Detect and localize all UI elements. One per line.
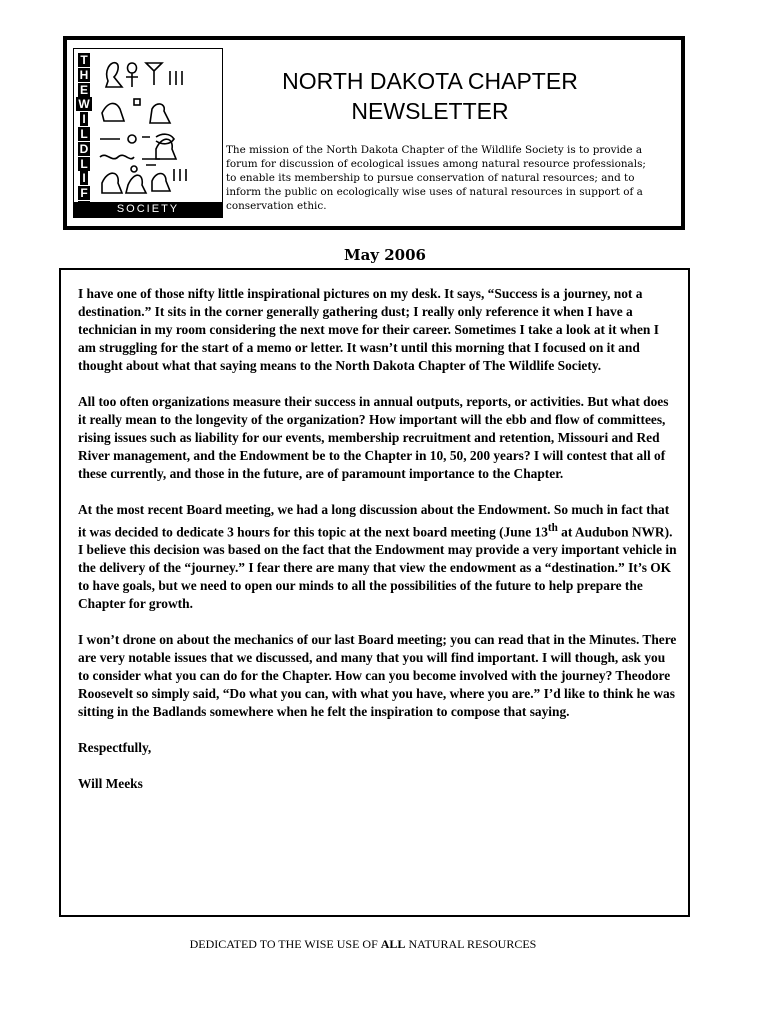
logo-letter: I <box>82 171 86 186</box>
newsletter-title <box>230 66 630 126</box>
logo-letter: I <box>82 112 86 127</box>
logo-letter: T <box>80 53 88 67</box>
letter-signature: Will Meeks <box>78 776 143 792</box>
letter-paragraph: I won’t drone on about the mechanics of our last Board meeting; you can read that in the Minutes. There are very notable issues that we discussed, and many that you will find important. I will though, ask you to consider what you can do for the Chapter. How can you become involved with the journey? Theodore Roosevelt so simply said, “Do what you can, with what you have, where you are.” I’d like to think he was sitting in the Badlands somewhere when he felt the inspiration to compose that saying. <box>78 632 677 720</box>
paragraph-text: at Audubon NWR). I believe this decision was based on the fact that the Endowment may provide a very important vehicle in the delivery of the “journey.” I fear there are many that view the endowment as a “destination.” It’s OK to have goals, but we need to open our minds to all the possibilities of the future to help prepare the Chapter for growth. <box>78 524 677 612</box>
mission-statement: The mission of the North Dakota Chapter of the Wildlife Society is to provide a forum for discussion of ecological issues among natural resource professionals; to enable its membership to pursue conservation of natural resources; and to inform the public on ecologically wise uses of natural resources in support of a conservation ethic. <box>226 144 646 212</box>
wildlife-society-logo <box>73 48 223 218</box>
issue-date: May 2006 <box>343 246 426 264</box>
logo-letter: W <box>78 97 90 112</box>
paragraph-text: At the most recent Board meeting, we had a long discussion about the Endowment. So much in fact that it was decided to dedicate 3 hours for this topic at the next board meeting (June 13 <box>78 502 670 540</box>
title-line-1: NORTH DAKOTA CHAPTER <box>282 68 578 94</box>
logo-letter: H <box>79 67 89 82</box>
logo-society-label: SOCIETY <box>74 202 222 217</box>
logo-letter: F <box>80 186 88 201</box>
title-line-2: NEWSLETTER <box>351 98 509 124</box>
letter-paragraph: I have one of those nifty little inspirational pictures on my desk. It says, “Success is a journey, not a destination.” It sits in the corner generally gathering dust; I really only reference it when I have a technician in my room considering the next move for their career. Sometimes I take a look at it when I am struggling for the start of a memo or letter. It wasn’t until this morning that I focused on it and thought about what that saying means to the North Dakota Chapter of The Wildlife Society. <box>78 286 659 373</box>
logo-letter: L <box>80 126 88 141</box>
footer-text: DEDICATED TO THE WISE USE OF <box>189 937 381 951</box>
ordinal-suffix: th <box>547 522 558 534</box>
letter-closing: Respectfully, <box>78 740 152 756</box>
presidents-letter <box>78 285 678 811</box>
hieroglyph-animals-icon <box>94 53 220 203</box>
footer-motto <box>0 937 726 952</box>
letter-paragraph <box>78 501 678 613</box>
logo-letter: D <box>79 141 89 156</box>
logo-letters <box>77 53 91 215</box>
letter-paragraph: All too often organizations measure their success in annual outputs, reports, or activities. But what does it really mean to the longevity of the organization? How important will the ebb and flow of committees, rising issues such as liability for our events, membership recruitment and retention, Missouri and Red River management, and the Endowment be to the Chapter in 10, 50, 200 years? I will contest that all of these currently, and those in the future, are of paramount importance to the Chapter. <box>78 394 669 481</box>
footer-text: NATURAL RESOURCES <box>405 937 537 951</box>
footer-emphasis: ALL <box>380 937 406 951</box>
logo-letter: L <box>80 156 88 171</box>
logo-letter: E <box>79 82 88 97</box>
